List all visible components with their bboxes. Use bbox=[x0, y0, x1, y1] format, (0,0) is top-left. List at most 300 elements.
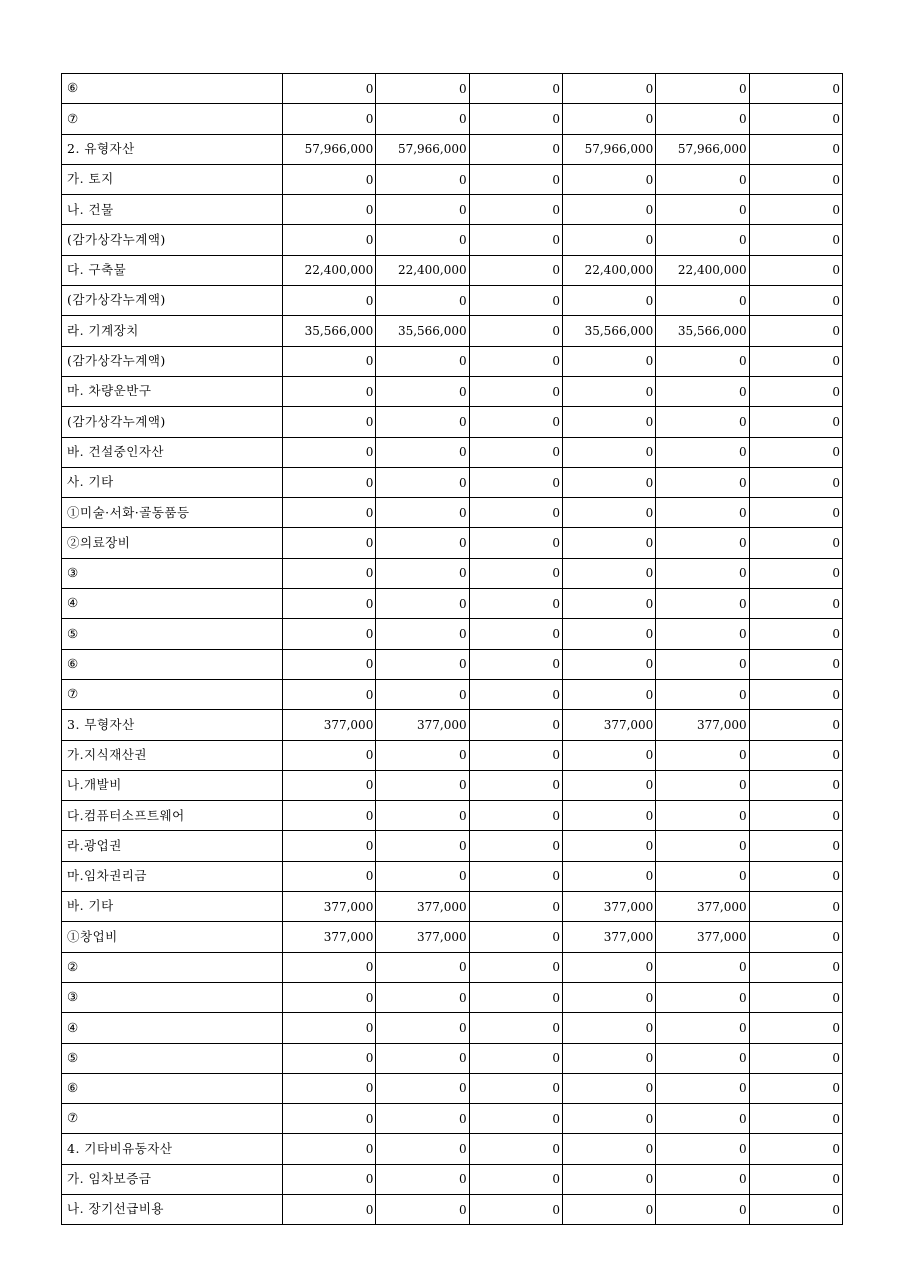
amount-cell: 0 bbox=[749, 1104, 842, 1134]
table-row bbox=[62, 1013, 843, 1043]
amount-cell: 0 bbox=[283, 437, 376, 467]
amount-cell: 377,000 bbox=[562, 922, 655, 952]
amount-cell: 0 bbox=[283, 1134, 376, 1164]
amount-cell: 0 bbox=[562, 679, 655, 709]
amount-cell: 0 bbox=[562, 286, 655, 316]
row-label: (감가상각누계액) bbox=[62, 346, 283, 376]
amount-cell: 0 bbox=[749, 861, 842, 891]
amount-cell: 377,000 bbox=[376, 892, 469, 922]
amount-cell: 0 bbox=[656, 376, 749, 406]
amount-cell: 0 bbox=[376, 1134, 469, 1164]
amount-cell: 0 bbox=[749, 649, 842, 679]
amount-cell: 0 bbox=[376, 831, 469, 861]
row-label: 바. 건설중인자산 bbox=[62, 437, 283, 467]
amount-cell: 0 bbox=[749, 1073, 842, 1103]
amount-cell: 57,966,000 bbox=[283, 134, 376, 164]
amount-cell: 0 bbox=[469, 558, 562, 588]
amount-cell: 0 bbox=[749, 952, 842, 982]
amount-cell: 0 bbox=[562, 831, 655, 861]
amount-cell: 0 bbox=[656, 437, 749, 467]
amount-cell: 0 bbox=[562, 74, 655, 104]
amount-cell: 0 bbox=[749, 1043, 842, 1073]
amount-cell: 0 bbox=[283, 770, 376, 800]
row-label: 다. 구축물 bbox=[62, 255, 283, 285]
amount-cell: 35,566,000 bbox=[283, 316, 376, 346]
amount-cell: 0 bbox=[469, 982, 562, 1012]
table-row bbox=[62, 952, 843, 982]
amount-cell: 0 bbox=[283, 498, 376, 528]
table-row bbox=[62, 982, 843, 1012]
amount-cell: 35,566,000 bbox=[376, 316, 469, 346]
amount-cell: 0 bbox=[562, 225, 655, 255]
row-label: ③ bbox=[62, 558, 283, 588]
table-row bbox=[62, 892, 843, 922]
amount-cell: 0 bbox=[562, 528, 655, 558]
table-row bbox=[62, 74, 843, 104]
amount-cell: 0 bbox=[283, 467, 376, 497]
amount-cell: 0 bbox=[469, 528, 562, 558]
amount-cell: 0 bbox=[656, 225, 749, 255]
amount-cell: 0 bbox=[376, 619, 469, 649]
amount-cell: 0 bbox=[749, 376, 842, 406]
table-row bbox=[62, 801, 843, 831]
amount-cell: 0 bbox=[749, 498, 842, 528]
amount-cell: 0 bbox=[283, 740, 376, 770]
row-label: 다.컴퓨터소프트웨어 bbox=[62, 801, 283, 831]
amount-cell: 35,566,000 bbox=[656, 316, 749, 346]
amount-cell: 0 bbox=[749, 407, 842, 437]
amount-cell: 0 bbox=[469, 1104, 562, 1134]
row-label: 바. 기타 bbox=[62, 892, 283, 922]
amount-cell: 0 bbox=[562, 1013, 655, 1043]
amount-cell: 0 bbox=[749, 134, 842, 164]
amount-cell: 0 bbox=[562, 467, 655, 497]
table-row bbox=[62, 225, 843, 255]
amount-cell: 0 bbox=[562, 740, 655, 770]
amount-cell: 0 bbox=[562, 619, 655, 649]
amount-cell: 22,400,000 bbox=[656, 255, 749, 285]
table-row bbox=[62, 1164, 843, 1194]
row-label: ②의료장비 bbox=[62, 528, 283, 558]
amount-cell: 0 bbox=[469, 467, 562, 497]
amount-cell: 0 bbox=[376, 346, 469, 376]
amount-cell: 0 bbox=[469, 1164, 562, 1194]
row-label: 마. 차량운반구 bbox=[62, 376, 283, 406]
amount-cell: 0 bbox=[376, 952, 469, 982]
row-label: ⑥ bbox=[62, 649, 283, 679]
table-row bbox=[62, 589, 843, 619]
amount-cell: 377,000 bbox=[656, 892, 749, 922]
table-row bbox=[62, 710, 843, 740]
amount-cell: 0 bbox=[376, 74, 469, 104]
amount-cell: 377,000 bbox=[656, 922, 749, 952]
amount-cell: 0 bbox=[749, 679, 842, 709]
amount-cell: 0 bbox=[469, 1134, 562, 1164]
amount-cell: 0 bbox=[469, 376, 562, 406]
amount-cell: 0 bbox=[376, 1013, 469, 1043]
table-row bbox=[62, 831, 843, 861]
table-row bbox=[62, 528, 843, 558]
amount-cell: 0 bbox=[469, 861, 562, 891]
amount-cell: 0 bbox=[749, 467, 842, 497]
amount-cell: 0 bbox=[562, 558, 655, 588]
amount-cell: 0 bbox=[283, 679, 376, 709]
amount-cell: 0 bbox=[749, 437, 842, 467]
amount-cell: 0 bbox=[376, 589, 469, 619]
amount-cell: 0 bbox=[562, 1194, 655, 1224]
amount-cell: 0 bbox=[656, 104, 749, 134]
amount-cell: 0 bbox=[656, 195, 749, 225]
amount-cell: 0 bbox=[562, 801, 655, 831]
amount-cell: 0 bbox=[562, 437, 655, 467]
amount-cell: 0 bbox=[749, 801, 842, 831]
amount-cell: 0 bbox=[469, 892, 562, 922]
amount-cell: 0 bbox=[562, 861, 655, 891]
amount-cell: 0 bbox=[469, 346, 562, 376]
amount-cell: 0 bbox=[376, 1164, 469, 1194]
amount-cell: 0 bbox=[656, 740, 749, 770]
amount-cell: 0 bbox=[376, 1073, 469, 1103]
amount-cell: 0 bbox=[283, 982, 376, 1012]
amount-cell: 0 bbox=[562, 1134, 655, 1164]
amount-cell: 0 bbox=[283, 1073, 376, 1103]
amount-cell: 377,000 bbox=[562, 710, 655, 740]
amount-cell: 0 bbox=[283, 164, 376, 194]
table-row bbox=[62, 316, 843, 346]
amount-cell: 22,400,000 bbox=[283, 255, 376, 285]
amount-cell: 0 bbox=[376, 1104, 469, 1134]
table-row bbox=[62, 346, 843, 376]
amount-cell: 0 bbox=[469, 286, 562, 316]
table-row bbox=[62, 679, 843, 709]
amount-cell: 0 bbox=[283, 589, 376, 619]
amount-cell: 0 bbox=[376, 1043, 469, 1073]
amount-cell: 0 bbox=[283, 861, 376, 891]
amount-cell: 377,000 bbox=[283, 710, 376, 740]
amount-cell: 377,000 bbox=[656, 710, 749, 740]
amount-cell: 0 bbox=[283, 74, 376, 104]
row-label: 마.임차권리금 bbox=[62, 861, 283, 891]
amount-cell: 0 bbox=[749, 770, 842, 800]
table-row bbox=[62, 104, 843, 134]
amount-cell: 0 bbox=[656, 801, 749, 831]
table-row bbox=[62, 467, 843, 497]
amount-cell: 0 bbox=[376, 164, 469, 194]
row-label: ⑥ bbox=[62, 1073, 283, 1103]
amount-cell: 0 bbox=[749, 558, 842, 588]
amount-cell: 0 bbox=[469, 255, 562, 285]
amount-cell: 0 bbox=[656, 1043, 749, 1073]
amount-cell: 0 bbox=[656, 1134, 749, 1164]
amount-cell: 0 bbox=[562, 982, 655, 1012]
table-row bbox=[62, 770, 843, 800]
amount-cell: 0 bbox=[749, 346, 842, 376]
amount-cell: 0 bbox=[749, 1164, 842, 1194]
amount-cell: 0 bbox=[283, 1164, 376, 1194]
row-label: ④ bbox=[62, 1013, 283, 1043]
row-label: 나. 건물 bbox=[62, 195, 283, 225]
amount-cell: 0 bbox=[656, 346, 749, 376]
amount-cell: 0 bbox=[283, 376, 376, 406]
amount-cell: 0 bbox=[283, 952, 376, 982]
amount-cell: 0 bbox=[656, 589, 749, 619]
amount-cell: 0 bbox=[656, 1194, 749, 1224]
amount-cell: 0 bbox=[749, 922, 842, 952]
amount-cell: 0 bbox=[656, 861, 749, 891]
row-label: 사. 기타 bbox=[62, 467, 283, 497]
amount-cell: 0 bbox=[749, 619, 842, 649]
amount-cell: 0 bbox=[562, 770, 655, 800]
row-label: 라. 기계장치 bbox=[62, 316, 283, 346]
amount-cell: 0 bbox=[562, 1073, 655, 1103]
row-label: ⑥ bbox=[62, 74, 283, 104]
table-row bbox=[62, 437, 843, 467]
amount-cell: 0 bbox=[656, 164, 749, 194]
amount-cell: 0 bbox=[749, 316, 842, 346]
amount-cell: 0 bbox=[283, 346, 376, 376]
row-label: ①미술·서화·골동품등 bbox=[62, 498, 283, 528]
table-row bbox=[62, 376, 843, 406]
table-row bbox=[62, 619, 843, 649]
row-label: ①창업비 bbox=[62, 922, 283, 952]
amount-cell: 0 bbox=[749, 1134, 842, 1164]
asset-ledger-table bbox=[61, 73, 843, 1225]
amount-cell: 0 bbox=[283, 286, 376, 316]
amount-cell: 0 bbox=[562, 164, 655, 194]
amount-cell: 0 bbox=[656, 1104, 749, 1134]
row-label: ③ bbox=[62, 982, 283, 1012]
amount-cell: 0 bbox=[656, 498, 749, 528]
amount-cell: 0 bbox=[656, 619, 749, 649]
amount-cell: 0 bbox=[749, 286, 842, 316]
amount-cell: 0 bbox=[283, 619, 376, 649]
row-label: 라.광업권 bbox=[62, 831, 283, 861]
table-row bbox=[62, 1073, 843, 1103]
table-row bbox=[62, 861, 843, 891]
row-label: ⑦ bbox=[62, 679, 283, 709]
amount-cell: 0 bbox=[749, 710, 842, 740]
amount-cell: 0 bbox=[469, 104, 562, 134]
amount-cell: 0 bbox=[656, 407, 749, 437]
row-label: ② bbox=[62, 952, 283, 982]
amount-cell: 57,966,000 bbox=[376, 134, 469, 164]
row-label: 나. 장기선급비용 bbox=[62, 1194, 283, 1224]
amount-cell: 0 bbox=[562, 1104, 655, 1134]
amount-cell: 0 bbox=[376, 558, 469, 588]
row-label: ④ bbox=[62, 589, 283, 619]
amount-cell: 0 bbox=[562, 1043, 655, 1073]
amount-cell: 0 bbox=[562, 376, 655, 406]
amount-cell: 0 bbox=[562, 104, 655, 134]
amount-cell: 0 bbox=[656, 679, 749, 709]
amount-cell: 0 bbox=[469, 1073, 562, 1103]
ledger-body bbox=[62, 74, 843, 1225]
row-label: ⑦ bbox=[62, 104, 283, 134]
amount-cell: 0 bbox=[749, 982, 842, 1012]
amount-cell: 0 bbox=[376, 649, 469, 679]
amount-cell: 0 bbox=[562, 952, 655, 982]
amount-cell: 377,000 bbox=[376, 710, 469, 740]
amount-cell: 0 bbox=[469, 195, 562, 225]
amount-cell: 0 bbox=[749, 225, 842, 255]
amount-cell: 0 bbox=[376, 740, 469, 770]
table-row bbox=[62, 195, 843, 225]
amount-cell: 0 bbox=[283, 1013, 376, 1043]
amount-cell: 0 bbox=[749, 1194, 842, 1224]
row-label: (감가상각누계액) bbox=[62, 286, 283, 316]
amount-cell: 377,000 bbox=[376, 922, 469, 952]
amount-cell: 0 bbox=[376, 1194, 469, 1224]
amount-cell: 0 bbox=[469, 1043, 562, 1073]
row-label: 가.지식재산권 bbox=[62, 740, 283, 770]
amount-cell: 0 bbox=[469, 619, 562, 649]
row-label: 4. 기타비유동자산 bbox=[62, 1134, 283, 1164]
table-row bbox=[62, 558, 843, 588]
row-label: 3. 무형자산 bbox=[62, 710, 283, 740]
row-label: 가. 임차보증금 bbox=[62, 1164, 283, 1194]
amount-cell: 0 bbox=[283, 195, 376, 225]
table-row bbox=[62, 1194, 843, 1224]
amount-cell: 0 bbox=[469, 134, 562, 164]
table-row bbox=[62, 286, 843, 316]
amount-cell: 0 bbox=[469, 589, 562, 619]
amount-cell: 0 bbox=[656, 1013, 749, 1043]
amount-cell: 0 bbox=[283, 407, 376, 437]
amount-cell: 0 bbox=[656, 831, 749, 861]
amount-cell: 57,966,000 bbox=[656, 134, 749, 164]
amount-cell: 0 bbox=[469, 316, 562, 346]
table-row bbox=[62, 922, 843, 952]
amount-cell: 0 bbox=[376, 528, 469, 558]
amount-cell: 0 bbox=[376, 770, 469, 800]
amount-cell: 0 bbox=[656, 1164, 749, 1194]
amount-cell: 0 bbox=[469, 801, 562, 831]
row-label: (감가상각누계액) bbox=[62, 407, 283, 437]
amount-cell: 57,966,000 bbox=[562, 134, 655, 164]
row-label: ⑤ bbox=[62, 1043, 283, 1073]
amount-cell: 0 bbox=[749, 74, 842, 104]
amount-cell: 0 bbox=[469, 437, 562, 467]
amount-cell: 0 bbox=[283, 649, 376, 679]
row-label: 가. 토지 bbox=[62, 164, 283, 194]
amount-cell: 0 bbox=[376, 437, 469, 467]
amount-cell: 0 bbox=[469, 740, 562, 770]
amount-cell: 22,400,000 bbox=[376, 255, 469, 285]
amount-cell: 0 bbox=[469, 1194, 562, 1224]
row-label: (감가상각누계액) bbox=[62, 225, 283, 255]
amount-cell: 0 bbox=[469, 649, 562, 679]
amount-cell: 0 bbox=[656, 286, 749, 316]
amount-cell: 0 bbox=[283, 801, 376, 831]
amount-cell: 0 bbox=[283, 1104, 376, 1134]
amount-cell: 0 bbox=[469, 831, 562, 861]
table-row bbox=[62, 1104, 843, 1134]
amount-cell: 0 bbox=[376, 861, 469, 891]
amount-cell: 0 bbox=[749, 528, 842, 558]
amount-cell: 0 bbox=[283, 225, 376, 255]
amount-cell: 22,400,000 bbox=[562, 255, 655, 285]
amount-cell: 0 bbox=[562, 1164, 655, 1194]
table-row bbox=[62, 498, 843, 528]
table-row bbox=[62, 1043, 843, 1073]
amount-cell: 0 bbox=[749, 1013, 842, 1043]
amount-cell: 0 bbox=[656, 467, 749, 497]
table-row bbox=[62, 134, 843, 164]
amount-cell: 0 bbox=[376, 407, 469, 437]
amount-cell: 0 bbox=[749, 831, 842, 861]
amount-cell: 0 bbox=[283, 104, 376, 134]
amount-cell: 0 bbox=[562, 649, 655, 679]
row-label: ⑤ bbox=[62, 619, 283, 649]
amount-cell: 0 bbox=[656, 74, 749, 104]
amount-cell: 0 bbox=[469, 164, 562, 194]
amount-cell: 0 bbox=[376, 982, 469, 1012]
table-row bbox=[62, 407, 843, 437]
amount-cell: 0 bbox=[749, 195, 842, 225]
amount-cell: 0 bbox=[376, 286, 469, 316]
amount-cell: 0 bbox=[656, 558, 749, 588]
amount-cell: 0 bbox=[749, 255, 842, 285]
amount-cell: 0 bbox=[376, 467, 469, 497]
row-label: 나.개발비 bbox=[62, 770, 283, 800]
amount-cell: 0 bbox=[749, 589, 842, 619]
amount-cell: 0 bbox=[469, 952, 562, 982]
amount-cell: 0 bbox=[469, 922, 562, 952]
amount-cell: 0 bbox=[562, 589, 655, 619]
amount-cell: 0 bbox=[656, 770, 749, 800]
amount-cell: 0 bbox=[469, 407, 562, 437]
amount-cell: 0 bbox=[283, 1043, 376, 1073]
amount-cell: 0 bbox=[562, 498, 655, 528]
amount-cell: 0 bbox=[469, 1013, 562, 1043]
amount-cell: 0 bbox=[656, 1073, 749, 1103]
amount-cell: 0 bbox=[283, 831, 376, 861]
amount-cell: 0 bbox=[283, 1194, 376, 1224]
amount-cell: 0 bbox=[656, 952, 749, 982]
table-row bbox=[62, 740, 843, 770]
amount-cell: 0 bbox=[376, 679, 469, 709]
amount-cell: 0 bbox=[469, 498, 562, 528]
amount-cell: 0 bbox=[376, 104, 469, 134]
amount-cell: 0 bbox=[656, 649, 749, 679]
amount-cell: 0 bbox=[562, 346, 655, 376]
amount-cell: 0 bbox=[376, 498, 469, 528]
amount-cell: 0 bbox=[749, 164, 842, 194]
amount-cell: 0 bbox=[749, 892, 842, 922]
amount-cell: 0 bbox=[469, 710, 562, 740]
amount-cell: 35,566,000 bbox=[562, 316, 655, 346]
amount-cell: 0 bbox=[469, 74, 562, 104]
table-row bbox=[62, 1134, 843, 1164]
amount-cell: 0 bbox=[469, 225, 562, 255]
amount-cell: 0 bbox=[376, 195, 469, 225]
table-row bbox=[62, 164, 843, 194]
amount-cell: 0 bbox=[749, 740, 842, 770]
amount-cell: 0 bbox=[283, 558, 376, 588]
table-row bbox=[62, 255, 843, 285]
amount-cell: 0 bbox=[376, 225, 469, 255]
amount-cell: 0 bbox=[656, 982, 749, 1012]
amount-cell: 377,000 bbox=[283, 892, 376, 922]
row-label: 2. 유형자산 bbox=[62, 134, 283, 164]
amount-cell: 0 bbox=[376, 376, 469, 406]
amount-cell: 377,000 bbox=[562, 892, 655, 922]
amount-cell: 0 bbox=[376, 801, 469, 831]
amount-cell: 0 bbox=[749, 104, 842, 134]
amount-cell: 0 bbox=[562, 407, 655, 437]
table-row bbox=[62, 649, 843, 679]
amount-cell: 377,000 bbox=[283, 922, 376, 952]
